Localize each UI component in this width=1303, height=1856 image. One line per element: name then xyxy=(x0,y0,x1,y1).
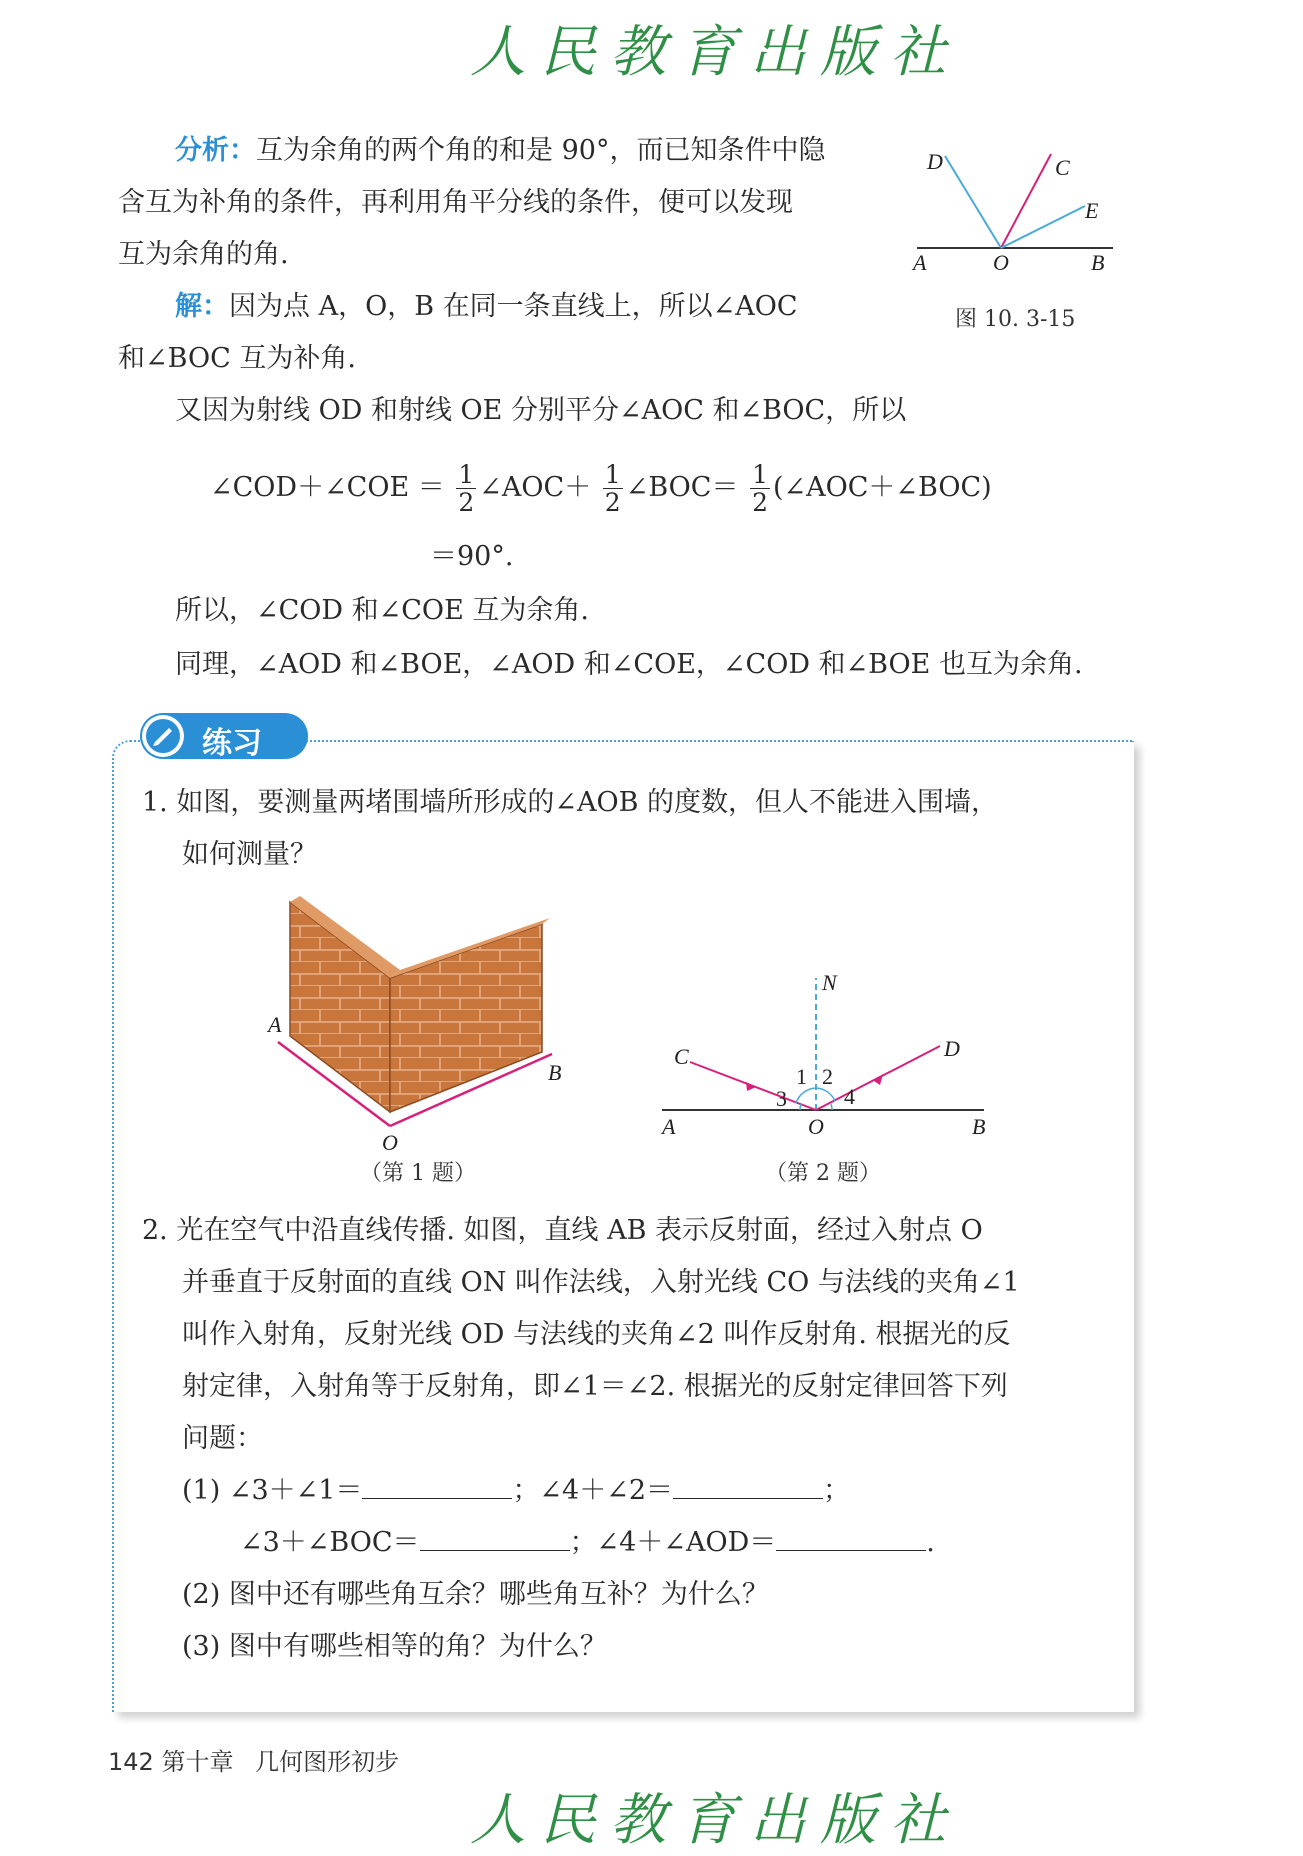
fig2-label-d: D xyxy=(944,1036,960,1061)
q1-line-2: 如何测量？ xyxy=(182,839,317,870)
q2-line-4: 射定律，入射角等于反射角，即∠1＝∠2. 根据光的反射定律回答下列 xyxy=(182,1371,1008,1402)
equation-line-2: ＝90°. xyxy=(430,541,514,572)
sub-question-3: (3) 图中有哪些相等的角？为什么？ xyxy=(182,1631,607,1662)
pencil-icon xyxy=(142,715,184,757)
fig1-caption: （第 1 题） xyxy=(360,1161,476,1186)
q2-line-3: 叫作入射角，反射光线 OD 与法线的夹角∠2 叫作反射角. 根据光的反 xyxy=(182,1319,1011,1350)
figure-caption-10-3-15: 图 10. 3-15 xyxy=(955,307,1076,332)
ray-oc xyxy=(1001,154,1051,248)
fraction-half-2: $\frac{1}{2}$ xyxy=(604,460,621,517)
fraction-half-3: $\frac{1}{2}$ xyxy=(752,460,768,517)
fig2-label-c: C xyxy=(674,1044,689,1069)
analysis-line-1: 分析：互为余角的两个角的和是 90°，而已知条件中隐 xyxy=(175,135,826,166)
brick-wall-figure xyxy=(260,890,580,1150)
fig2-label-b: B xyxy=(972,1114,986,1139)
reflection-figure xyxy=(650,960,1000,1150)
analysis-label: 分析： xyxy=(175,135,256,166)
q1-line-1: 1. 如图，要测量两堵围墙所形成的∠AOB 的度数，但人不能进入围墙， xyxy=(142,787,999,818)
sub-question-1-line-1: (1) ∠3＋∠1＝ ；∠4＋∠2＝ ； xyxy=(182,1475,851,1506)
label-d: D xyxy=(927,149,943,174)
q2-line-5: 问题： xyxy=(182,1423,263,1454)
solution-line-5: 同理，∠AOD 和∠BOE，∠AOD 和∠COE，∠COD 和∠BOE 也互为余角. xyxy=(175,649,1083,680)
equation-line-1: ∠COD＋∠COE ＝ $\frac{1}{2}$ ∠AOC＋ $\frac{1}{2}$ ∠BOC＝ $\frac{1}{2}$ (∠AOC＋∠BOC) xyxy=(210,460,992,517)
label-b: B xyxy=(1091,250,1105,275)
label-o: O xyxy=(993,250,1009,275)
fig2-angle-2: 2 xyxy=(822,1064,833,1089)
answer-blank[interactable] xyxy=(776,1526,926,1551)
chapter-title: 几何图形初步 xyxy=(255,1748,400,1776)
angle-figure-10-3-15 xyxy=(905,140,1125,290)
label-e: E xyxy=(1085,198,1099,223)
fig2-angle-4: 4 xyxy=(844,1084,855,1109)
fig2-angle-1: 1 xyxy=(796,1064,807,1089)
fraction-half-1: $\frac{1}{2}$ xyxy=(458,460,475,517)
fig1-label-o: O xyxy=(382,1130,398,1150)
fig1-label-b: B xyxy=(548,1060,562,1085)
page-footer xyxy=(108,1742,399,1777)
answer-blank[interactable] xyxy=(362,1474,512,1499)
publisher-watermark-bottom: 人民教育出版社 xyxy=(470,1788,960,1853)
publisher-watermark-top: 人民教育出版社 xyxy=(470,20,960,85)
exercise-title: 练习 xyxy=(202,726,262,761)
sub-question-1-line-2: ∠3＋∠BOC＝ ；∠4＋∠AOD＝ . xyxy=(240,1527,935,1558)
label-c: C xyxy=(1055,155,1070,180)
sub-question-2: (2) 图中还有哪些角互余？哪些角互补？为什么？ xyxy=(182,1579,769,1610)
solution-line-2: 和∠BOC 互为补角. xyxy=(118,343,356,374)
analysis-line-2: 含互为补角的条件，再利用角平分线的条件，便可以发现 xyxy=(118,187,793,218)
right-wall xyxy=(390,924,542,1112)
answer-blank[interactable] xyxy=(420,1526,570,1551)
chapter-number: 第十章 xyxy=(161,1748,234,1776)
incident-arrow xyxy=(746,1082,756,1091)
fig2-label-a: A xyxy=(662,1114,676,1139)
ray-od xyxy=(945,156,1001,248)
q2-line-2: 并垂直于反射面的直线 ON 叫作法线，入射光线 CO 与法线的夹角∠1 xyxy=(182,1267,1020,1298)
answer-blank[interactable] xyxy=(673,1474,823,1499)
exercise-header xyxy=(140,713,308,759)
q2-line-1: 2. 光在空气中沿直线传播. 如图，直线 AB 表示反射面，经过入射点 O xyxy=(142,1215,983,1246)
fig2-label-n: N xyxy=(822,970,837,995)
solution-label: 解： xyxy=(175,291,229,322)
label-a: A xyxy=(913,250,927,275)
fig2-label-o: O xyxy=(808,1114,824,1139)
solution-line-4: 所以，∠COD 和∠COE 互为余角. xyxy=(175,595,589,626)
fig2-caption: （第 2 题） xyxy=(765,1161,881,1186)
page-number: 142 xyxy=(108,1748,154,1776)
ray-oe xyxy=(1001,206,1085,248)
solution-line-1: 解：因为点 A，O，B 在同一条直线上，所以∠AOC xyxy=(175,291,798,322)
analysis-line-3: 互为余角的角. xyxy=(118,239,289,270)
fig2-angle-3: 3 xyxy=(776,1086,787,1111)
solution-line-3: 又因为射线 OD 和射线 OE 分别平分∠AOC 和∠BOC，所以 xyxy=(175,395,907,426)
pencil-icon-badge xyxy=(142,715,184,757)
fig1-label-a: A xyxy=(268,1012,282,1037)
